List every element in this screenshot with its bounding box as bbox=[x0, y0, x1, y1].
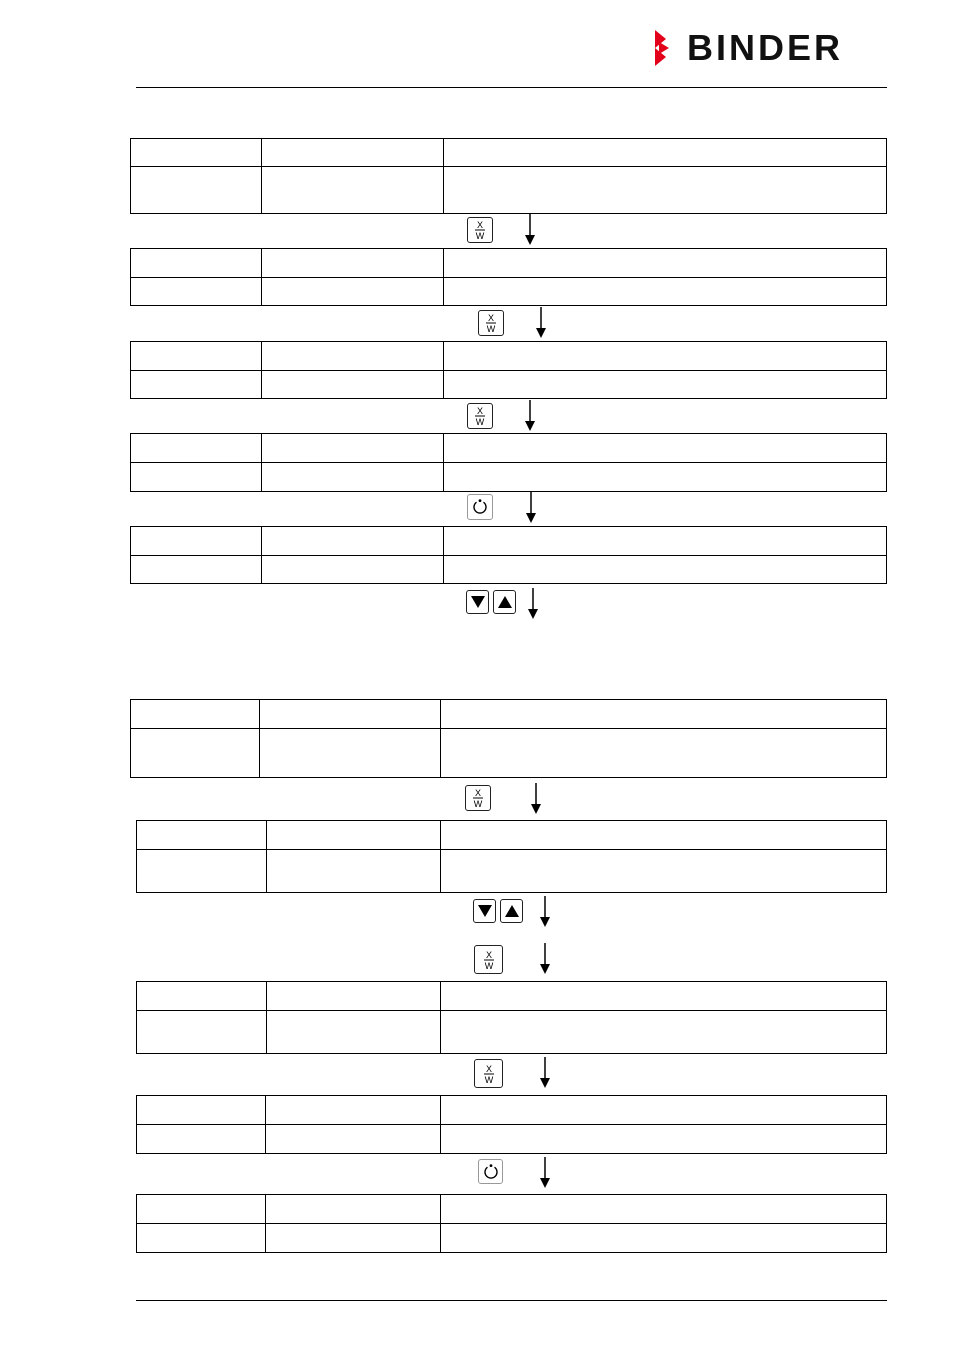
xw-key-icon bbox=[467, 403, 493, 429]
table-cell bbox=[131, 700, 260, 729]
table-cell bbox=[444, 342, 887, 371]
table-cell bbox=[444, 463, 887, 492]
table-cell bbox=[260, 729, 441, 778]
display-table-5 bbox=[130, 526, 887, 584]
table-cell bbox=[137, 1011, 267, 1054]
svg-text:W: W bbox=[484, 1074, 493, 1084]
table-cell bbox=[137, 982, 267, 1011]
table-row bbox=[137, 1125, 887, 1154]
svg-text:W: W bbox=[475, 417, 485, 426]
table-cell bbox=[131, 342, 262, 371]
display-table-8 bbox=[136, 981, 887, 1054]
arrow-down-icon bbox=[539, 943, 551, 974]
table-cell bbox=[267, 821, 441, 850]
svg-text:X: X bbox=[476, 406, 484, 416]
table-cell bbox=[262, 278, 444, 306]
table-cell bbox=[131, 527, 262, 556]
arrow-down-icon bbox=[524, 400, 536, 431]
xw-key-icon bbox=[478, 310, 504, 336]
table-row bbox=[131, 139, 887, 167]
table-row bbox=[131, 434, 887, 463]
xw-key-icon bbox=[465, 785, 491, 811]
up-triangle-key-icon bbox=[493, 590, 516, 614]
table-row bbox=[131, 700, 887, 729]
table-cell bbox=[266, 1195, 441, 1224]
table-cell bbox=[441, 1125, 887, 1154]
table-cell bbox=[444, 371, 887, 399]
table-cell bbox=[441, 1011, 887, 1054]
table-row bbox=[131, 371, 887, 399]
arrow-down-icon bbox=[525, 492, 537, 523]
table-cell bbox=[262, 556, 444, 584]
binder-logo-text: BINDER bbox=[687, 27, 844, 68]
table-cell bbox=[131, 434, 262, 463]
up-triangle-key-icon bbox=[500, 899, 523, 923]
table-row bbox=[131, 527, 887, 556]
table-cell bbox=[441, 821, 887, 850]
table-cell bbox=[262, 139, 444, 167]
table-cell bbox=[267, 982, 441, 1011]
table-row bbox=[137, 1011, 887, 1054]
table-cell bbox=[262, 342, 444, 371]
table-cell bbox=[137, 1125, 266, 1154]
table-cell bbox=[131, 139, 262, 167]
display-table-10 bbox=[136, 1194, 887, 1253]
table-row bbox=[131, 463, 887, 492]
down-triangle-key-icon bbox=[473, 899, 496, 923]
table-row bbox=[137, 982, 887, 1011]
table-cell bbox=[444, 278, 887, 306]
table-cell bbox=[444, 139, 887, 167]
table-cell bbox=[441, 1096, 887, 1125]
display-table-1 bbox=[130, 138, 887, 214]
table-row bbox=[131, 278, 887, 306]
table-cell bbox=[262, 371, 444, 399]
timer-key-icon bbox=[467, 494, 493, 520]
footer-rule bbox=[136, 1300, 887, 1301]
table-row bbox=[131, 342, 887, 371]
table-cell bbox=[444, 167, 887, 214]
table-cell bbox=[131, 371, 262, 399]
svg-text:X: X bbox=[474, 788, 482, 798]
table-cell bbox=[137, 850, 267, 893]
table-cell bbox=[137, 1224, 266, 1253]
table-row bbox=[131, 729, 887, 778]
display-table-4 bbox=[130, 433, 887, 492]
table-cell bbox=[441, 700, 887, 729]
table-cell bbox=[444, 527, 887, 556]
table-cell bbox=[131, 249, 262, 278]
table-row bbox=[137, 821, 887, 850]
table-cell bbox=[267, 850, 441, 893]
svg-text:W: W bbox=[475, 231, 485, 240]
arrow-down-icon bbox=[530, 783, 542, 814]
table-cell bbox=[266, 1096, 441, 1125]
table-cell bbox=[441, 850, 887, 893]
table-cell bbox=[137, 1195, 266, 1224]
table-cell bbox=[266, 1125, 441, 1154]
binder-logo-mark-icon bbox=[655, 30, 681, 66]
table-row bbox=[131, 167, 887, 214]
table-cell bbox=[137, 1096, 266, 1125]
arrow-down-icon bbox=[539, 1157, 551, 1188]
arrow-down-icon bbox=[535, 307, 547, 338]
display-table-9 bbox=[136, 1095, 887, 1154]
table-cell bbox=[260, 700, 441, 729]
table-cell bbox=[131, 278, 262, 306]
table-cell bbox=[444, 434, 887, 463]
svg-text:X: X bbox=[487, 313, 495, 323]
table-row bbox=[137, 1224, 887, 1253]
display-table-7 bbox=[136, 820, 887, 893]
header-rule bbox=[136, 87, 887, 88]
xw-key-icon bbox=[474, 1059, 503, 1088]
arrow-down-icon bbox=[527, 588, 539, 619]
table-cell bbox=[131, 729, 260, 778]
display-table-3 bbox=[130, 341, 887, 399]
svg-text:W: W bbox=[484, 960, 493, 970]
display-table-6 bbox=[130, 699, 887, 778]
table-cell bbox=[441, 1195, 887, 1224]
table-row bbox=[137, 1195, 887, 1224]
xw-key-icon bbox=[467, 217, 493, 243]
table-row bbox=[131, 249, 887, 278]
svg-text:X: X bbox=[485, 949, 492, 960]
table-cell bbox=[131, 167, 262, 214]
table-cell bbox=[441, 729, 887, 778]
timer-key-icon bbox=[478, 1159, 503, 1184]
table-cell bbox=[262, 249, 444, 278]
table-cell bbox=[444, 249, 887, 278]
table-row bbox=[137, 850, 887, 893]
svg-text:X: X bbox=[485, 1063, 492, 1074]
table-cell bbox=[131, 463, 262, 492]
table-cell bbox=[262, 527, 444, 556]
table-cell bbox=[441, 982, 887, 1011]
table-cell bbox=[262, 434, 444, 463]
table-cell bbox=[266, 1224, 441, 1253]
table-row bbox=[131, 556, 887, 584]
table-cell bbox=[444, 556, 887, 584]
table-cell bbox=[267, 1011, 441, 1054]
table-cell bbox=[262, 167, 444, 214]
svg-text:X: X bbox=[476, 220, 484, 230]
table-cell bbox=[137, 821, 267, 850]
table-cell bbox=[441, 1224, 887, 1253]
xw-key-icon bbox=[474, 945, 503, 974]
down-triangle-key-icon bbox=[466, 590, 489, 614]
arrow-down-icon bbox=[539, 896, 551, 927]
svg-text:W: W bbox=[473, 799, 483, 808]
table-cell bbox=[262, 463, 444, 492]
binder-logo bbox=[655, 27, 887, 68]
display-table-2 bbox=[130, 248, 887, 306]
svg-text:W: W bbox=[486, 324, 496, 333]
table-cell bbox=[131, 556, 262, 584]
arrow-down-icon bbox=[524, 214, 536, 245]
arrow-down-icon bbox=[539, 1057, 551, 1088]
table-row bbox=[137, 1096, 887, 1125]
